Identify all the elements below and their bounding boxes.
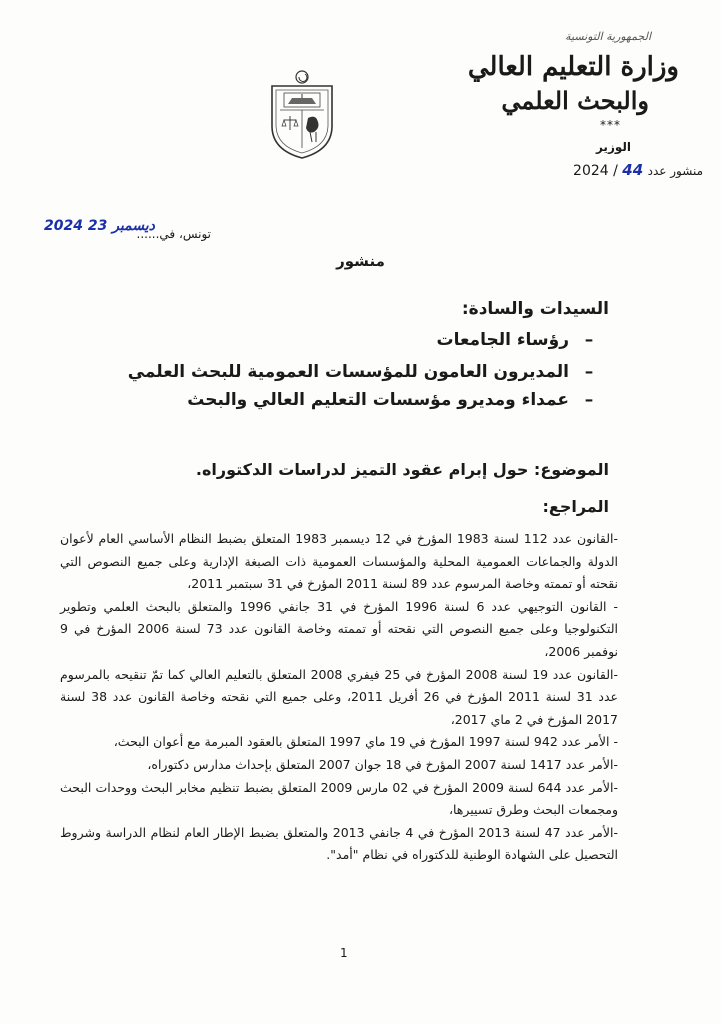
document-title [0,252,721,270]
references-list [60,528,618,867]
reference-item: -الأمر عدد 47 لسنة 2013 المؤرخ في 4 جانفي 2013 والمتعلق بضبط الإطار العام لنظام الدراسة وشروط التحصيل على الشهادة الوطنية للدكتوراه في نظام "أمد". [60,824,618,863]
circular-number-handwritten: 44 [622,161,644,179]
references-heading: المراجع: [542,497,609,516]
list-dash: – [584,362,594,382]
addressee-item [187,390,609,410]
coat-of-arms-icon [266,68,338,160]
reference-item: - الأمر عدد 942 لسنة 1997 المؤرخ في 19 ماي 1997 المتعلق بالعقود المبرمة مع أعوان البحث، [113,734,618,750]
list-dash: – [584,390,594,410]
reference-item: -الأمر عدد 1417 لسنة 2007 المؤرخ في 18 جوان 2007 المتعلق بإحداث مدارس دكتوراه، [147,756,618,772]
ministry-name-line2: والبحث العلمي [501,86,649,115]
circular-number-label: منشور عدد [647,164,703,178]
subject-line: الموضوع: حول إبرام عقود التميز لدراسات الدكتوراه. [195,460,609,479]
minister-label: الوزير [595,140,631,154]
ministry-name-line1: وزارة التعليم العالي [467,52,679,82]
page-number: 1 [340,946,348,960]
document-title-text: منشور [336,252,385,270]
republic-name: الجمهورية التونسية [565,30,651,43]
reference-item: -القانون عدد 112 لسنة 1983 المؤرخ في 12 ديسمبر 1983 المتعلق بضبط النظام الأساسي العام لأعوان الدولة والجماعات العمومية المحلية والمؤسسات العمومية ذات الصبغة الإدارية وعلى جميع النصوص التي نقحته أو تممته وخاصة المرسوم عدد 89 لسنة 2011 المؤرخ في 31 سبتمبر 2011، [60,531,619,592]
circular-year: / 2024 [573,163,618,179]
reference-item: - القانون التوجيهي عدد 6 لسنة 1996 المؤرخ في 31 جانفي 1996 والمتعلق بالبحث العلمي وتطوير التكنولوجيا وعلى جميع النصوص التي نقحته أو تممته وخاصة القانون عدد 73 لسنة 2006 المؤرخ في 9 نوفمبر 2006، [60,598,618,659]
addressee-text: المديرون العامون للمؤسسات العمومية للبحث العلمي [127,362,569,382]
circular-number [573,161,703,179]
addressee-item [128,362,609,382]
list-dash: – [584,330,594,350]
separator-stars: *** [600,118,621,132]
addressee-text: عمداء ومديرو مؤسسات التعليم العالي والبحث [187,390,569,410]
reference-item: -القانون عدد 19 لسنة 2008 المؤرخ في 25 فيفري 2008 المتعلق بالتعليم العالي كما تمّ تنقيحه بالمرسوم عدد 31 لسنة 2011 المؤرخ في 26 أفريل 2011، وعلى جميع التي نقحته وخاصة القانون عدد 38 لسنة 2017 المؤرخ في 2 ماي 2017، [60,666,618,727]
addressee-text: رؤساء الجامعات [436,330,569,350]
date-line: تونس، في...... [136,227,211,241]
addressees-heading: السيدات والسادة: [461,299,609,319]
date-stamp: 2024 23 ديسمبر [44,218,155,234]
addressee-item [437,330,610,350]
reference-item: -الأمر عدد 644 لسنة 2009 المؤرخ في 02 مارس 2009 المتعلق بضبط تنظيم مخابر البحث ووحدات البحث ومجمعات البحث وطرق تسييرها، [60,779,618,818]
